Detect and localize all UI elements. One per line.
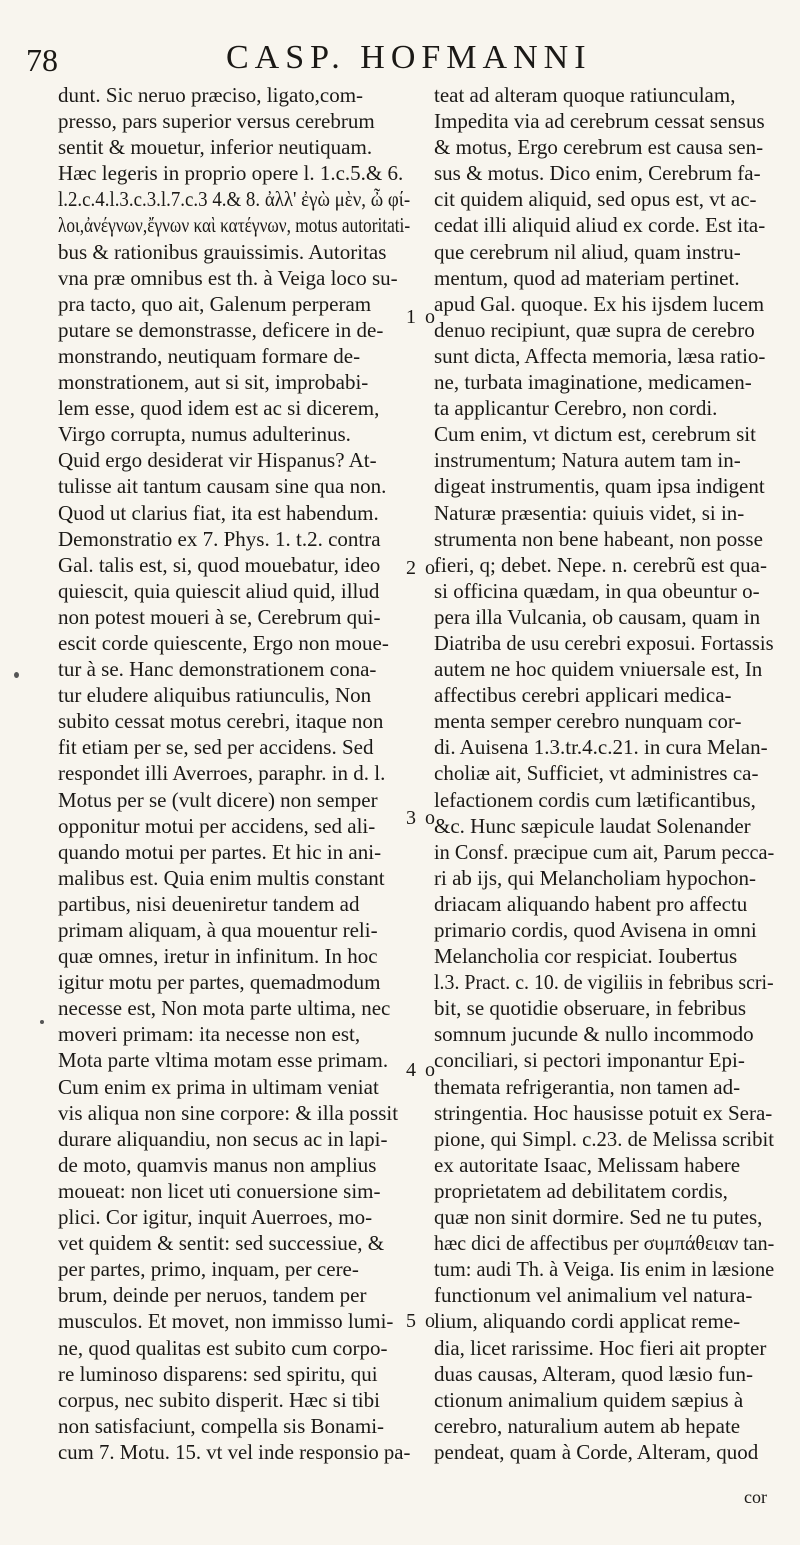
text-line: tum: audi Th. à Veiga. Iis enim in læsione (434, 1257, 775, 1282)
text-line: pera illa Vulcania, ob causam, quam in (434, 604, 761, 629)
text-line: Cum enim, vt dictum est, cerebrum sit (434, 422, 756, 447)
text-line: λοι,ἀνέγνων,ἔγνων καὶ κατέγνων, motus autoritati- (58, 213, 411, 238)
text-line: driacam aliquando habent pro affectu (434, 891, 748, 916)
text-line: cum 7. Motu. 15. vt vel inde responsio pa- (58, 1439, 411, 1464)
text-line: choliæ ait, Sufficiet, vt administres ca- (434, 761, 759, 786)
text-line: ctionum animalium quidem sæpius à (434, 1387, 744, 1412)
ink-speck (14, 672, 19, 678)
running-head: CASP. HOFMANNI (226, 39, 592, 76)
text-line: ri ab ijs, qui Melancholiam hypochon- (434, 865, 756, 890)
text-line: dunt. Sic neruo præciso, ligato,com- (58, 83, 364, 107)
text-line: ne, quod qualitas est subito cum corpo- (58, 1335, 388, 1360)
text-line: ne, turbata imaginatione, medicamen- (434, 370, 752, 395)
text-line: primam aliquam, à qua mouentur reli- (58, 918, 378, 942)
text-line: necesse est, Non mota parte ultima, nec (58, 996, 391, 1021)
text-line: Hæc legeris in proprio opere l. 1.c.5.& 6. (58, 161, 404, 186)
text-line: Virgo corrupta, numus adulterinus. (58, 422, 351, 447)
margin-line-number-10: 1 o (406, 306, 437, 328)
text-line: putare se demonstrasse, deficere in de- (58, 317, 384, 342)
ink-speck (40, 1020, 44, 1024)
text-line: somnum jucunde & nullo incommodo (434, 1022, 754, 1047)
text-line: escit corde quiescente, Ergo non moue- (58, 630, 389, 655)
text-line: partibus, nisi deueniretur tandem ad (58, 891, 360, 916)
text-line: non potest moueri à se, Cerebrum qui- (58, 604, 381, 629)
text-line: sentit & mouetur, inferior neutiquam. (58, 135, 373, 160)
text-line: de moto, quamvis manus non amplius (58, 1152, 377, 1177)
text-line: lium, aliquando cordi applicat reme- (434, 1309, 741, 1334)
text-line: Quid ergo desiderat vir Hispanus? At- (58, 448, 377, 473)
text-line: Impedita via ad cerebrum cessat sensus (434, 109, 765, 134)
text-line: l.3. Pract. c. 10. de vigiliis in febribus scri- (434, 970, 774, 995)
text-line: sus & motus. Dico enim, Cerebrum fa- (434, 161, 761, 186)
text-line: que cerebrum nil aliud, quam instru- (434, 239, 741, 264)
text-line: musculos. Et movet, non immisso lumi- (58, 1309, 394, 1334)
text-line: monstrando, neutiquam formare de- (58, 343, 361, 368)
text-line: vna præ omnibus est th. à Veiga loco su- (58, 265, 398, 290)
text-line: quæ non sinit dormire. Sed ne tu putes, (434, 1205, 763, 1230)
text-line: Cum enim ex prima in ultimam veniat (58, 1074, 379, 1099)
text-line: digeat instrumentis, quam ipsa indigent (434, 474, 765, 499)
text-line: moueat: non licet uti conuersione sim- (58, 1178, 381, 1203)
text-line: si officina quædam, in qua obeuntur o- (434, 578, 760, 603)
text-line: conciliari, si pectori imponantur Epi- (434, 1048, 745, 1073)
right-column (434, 82, 774, 1465)
text-line: pra tacto, quo ait, Galenum perperam (58, 291, 372, 316)
text-line: presso, pars superior versus cerebrum (58, 109, 375, 134)
text-line: plici. Cor igitur, inquit Auerroes, mo- (58, 1205, 373, 1230)
text-line: &c. Hunc sæpicule laudat Solenander (434, 813, 751, 838)
text-line: denuo recipiunt, quæ supra de cerebro (434, 317, 755, 342)
text-line: Naturæ præsentia: quiuis videt, si in- (434, 500, 745, 525)
text-line: lefactionem cordis cum lætificantibus, (434, 787, 756, 812)
text-line: dia, licet rarissime. Hoc fieri ait propter (434, 1335, 767, 1360)
text-line: malibus est. Quia enim multis constant (58, 865, 385, 890)
text-line: autem ne hoc quidem vniuersale est, In (434, 657, 763, 682)
text-line: respondet illi Averroes, paraphr. in d. l. (58, 761, 386, 786)
text-line: corpus, nec subito disperit. Hæc si tibi (58, 1387, 380, 1412)
text-line: duas causas, Alteram, quod læsio fun- (434, 1361, 754, 1386)
text-line: hæc dici de affectibus per συμπάθειαν tan- (434, 1231, 775, 1256)
text-line: igitur motu per partes, quemadmodum (58, 970, 381, 995)
text-line: sunt dicta, Affecta memoria, læsa ratio- (434, 343, 766, 368)
text-line: functionum vel animalium vel natura- (434, 1283, 753, 1308)
text-line: tur à se. Hanc demonstrationem cona- (58, 657, 377, 682)
text-line: Gal. talis est, si, quod mouebatur, ideo (58, 552, 381, 577)
text-line: mentum, quod ad materiam pertinet. (434, 265, 740, 290)
text-line: affectibus cerebri applicari medica- (434, 683, 732, 708)
text-line: brum, deinde per neruos, tandem per (58, 1283, 367, 1308)
margin-line-number-50: 5 o (406, 1310, 437, 1332)
text-line: per partes, primo, inquam, per cere- (58, 1257, 359, 1282)
text-line: bit, se quotidie obseruare, in febribus (434, 996, 747, 1021)
text-line: & motus, Ergo cerebrum est causa sen- (434, 135, 764, 160)
text-line: Melancholia cor respiciat. Ioubertus (434, 944, 738, 969)
text-line: themata refrigerantia, non tamen ad- (434, 1074, 741, 1099)
text-line: tulisse ait tantum causam sine qua non. (58, 474, 387, 499)
text-line: fieri, q; debet. Nepe. n. cerebrũ est qua- (434, 552, 767, 577)
text-line: menta semper cerebro nunquam cor- (434, 709, 742, 734)
text-line: stringentia. Hoc hausisse potuit ex Sera- (434, 1100, 773, 1125)
margin-line-number-30: 3 o (406, 807, 437, 829)
text-line: di. Auisena 1.3.tr.4.c.21. in cura Melan- (434, 735, 768, 760)
catchword: cor (744, 1487, 767, 1507)
margin-line-number-40: 4 o (406, 1059, 437, 1081)
text-line: Quod ut clarius fiat, ita est habendum. (58, 500, 379, 525)
text-line: quiescit, quia quiescit aliud quid, illud (58, 578, 380, 603)
text-line: lem esse, quod idem est ac si dicerem, (58, 396, 380, 421)
text-line: moveri primam: ita necesse non est, (58, 1022, 361, 1047)
text-line: cerebro, naturalium autem ab hepate (434, 1413, 741, 1438)
page-number: 78 (26, 42, 58, 78)
text-line: pione, qui Simpl. c.23. de Melissa scribit (434, 1126, 775, 1151)
text-line: Mota parte vltima motam esse primam. (58, 1048, 389, 1073)
text-line: cedat illi aliquid aliud ex corde. Est ita- (434, 213, 766, 238)
text-line: Motus per se (vult dicere) non semper (58, 787, 378, 812)
text-line: strumenta non bene habeant, non posse (434, 526, 763, 551)
text-line: opponitur motui per accidens, sed ali- (58, 813, 376, 838)
text-line: Demonstratio ex 7. Phys. 1. t.2. contra (58, 526, 381, 551)
text-line: pendeat, quam à Corde, Alteram, quod (434, 1439, 759, 1464)
text-line: primario cordis, quod Avisena in omni (434, 918, 757, 942)
text-line: re luminoso disparens: sed spiritu, qui (58, 1361, 378, 1386)
text-line: vet quidem & sentit: sed successiue, & (58, 1231, 385, 1256)
text-line: tur eludere aliquibus ratiunculis, Non (58, 683, 372, 708)
text-line: in Consf. præcipue cum ait, Parum pecca- (434, 839, 775, 864)
text-line: apud Gal. quoque. Ex his ijsdem lucem (434, 291, 765, 316)
text-line: cit quidem aliquid, sed opus est, vt ac- (434, 187, 757, 212)
text-line: quando motui per partes. Et hic in ani- (58, 839, 382, 864)
left-column (58, 82, 410, 1465)
text-line: l.2.c.4.l.3.c.3.l.7.c.3 4.& 8. ἀλλ' ἐγὼ μὲν, ὦ φί- (58, 187, 411, 212)
text-line: Diatriba de usu cerebri exposui. Fortassis (434, 630, 774, 655)
text-line: bus & rationibus grauissimis. Autoritas (58, 239, 387, 264)
text-line: fit etiam per se, sed per accidens. Sed (58, 735, 374, 760)
text-line: subito cessat motus cerebri, itaque non (58, 709, 384, 734)
text-line: durare aliquandiu, non secus ac in lapi- (58, 1126, 388, 1151)
text-line: proprietatem ad debilitatem cordis, (434, 1178, 728, 1203)
text-line: ta applicantur Cerebro, non cordi. (434, 396, 718, 421)
margin-line-number-20: 2 o (406, 557, 437, 579)
text-line: quæ omnes, iretur in infinitum. In hoc (58, 944, 378, 969)
text-line: non satisfaciunt, compella sis Bonami- (58, 1413, 385, 1438)
text-line: monstrationem, aut si sit, improbabi- (58, 370, 369, 395)
text-line: teat ad alteram quoque ratiunculam, (434, 83, 736, 107)
text-line: ex autoritate Isaac, Melissam habere (434, 1152, 741, 1177)
text-line: instrumentum; Natura autem tam in- (434, 448, 741, 473)
text-line: vis aliqua non sine corpore: & illa possit (58, 1100, 399, 1125)
